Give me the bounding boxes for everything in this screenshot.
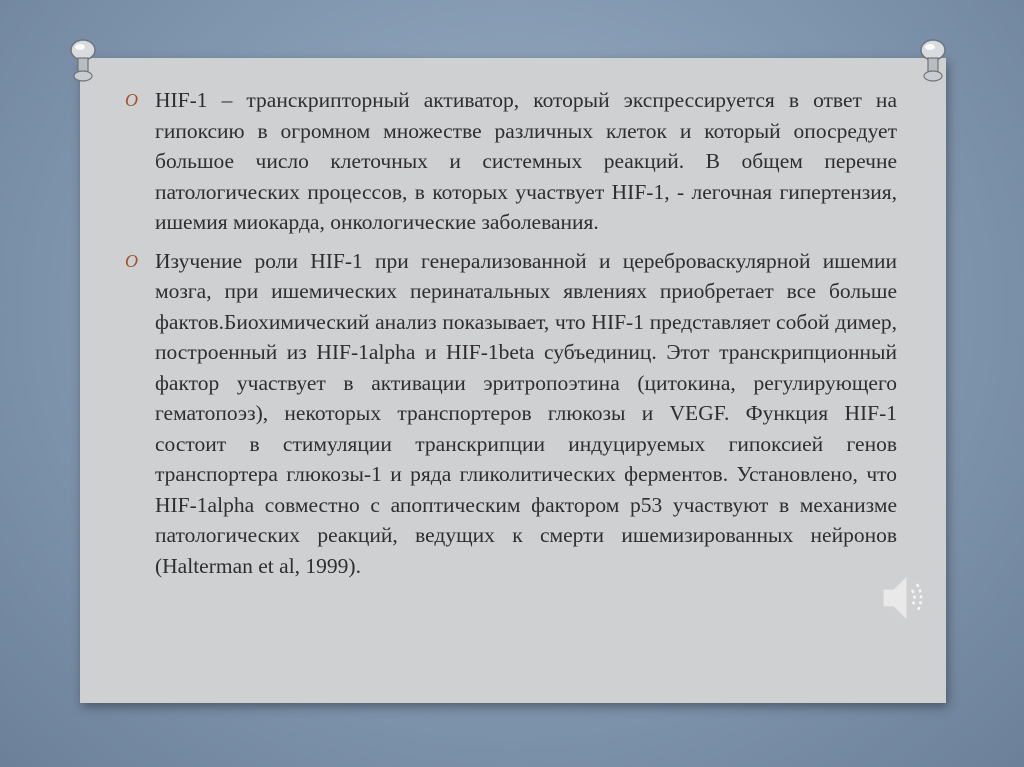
bullet-item [125,246,897,582]
bullet-marker-icon: O [125,250,138,271]
pushpin-icon [68,38,98,84]
pushpin-icon [918,38,948,84]
bullet-text: HIF-1 – транскрипторный активатор, который экспрессируется в ответ на гипоксию в огромном множестве различных клеток и который опосредует большое число клеточных и системных реакций. В общем перечне патологических процессов, в которых участвует HIF-1, - легочная гипертензия, ишемия миокарда, онкологические заболевания. [155,88,897,234]
bullet-item [125,85,897,238]
bullet-marker-icon: O [125,90,138,110]
bullet-text: Изучение роли HIF-1 при генерализованной и цереброваскулярной ишемии мозга, при ишемических перинатальных явлениях приобретает все больше фактов.Биохимический анализ показывает, что HIF-1 представляет собой димер, построенный из HIF-1alpha и HIF-1beta субъединиц. Этот транскрипционный фактор участвует в активации эритропоэтина (цитокина, регулирующего гематопоэз), некоторых транспортеров глюкозы и VEGF. Функция HIF-1 состоит в стимуляции транскрипции индуцируемых гипоксией генов транспортера глюкозы-1 и ряда гликолитических ферментов. Установлено, что HIF-1alpha совместно с апоптическим фактором p53 участвуют в механизме патологических реакций, ведущих к смерти ишемизированных нейронов (Halterman et al, 1999). [155,248,897,578]
slide-body [125,85,897,589]
speaker-icon[interactable] [880,568,928,628]
